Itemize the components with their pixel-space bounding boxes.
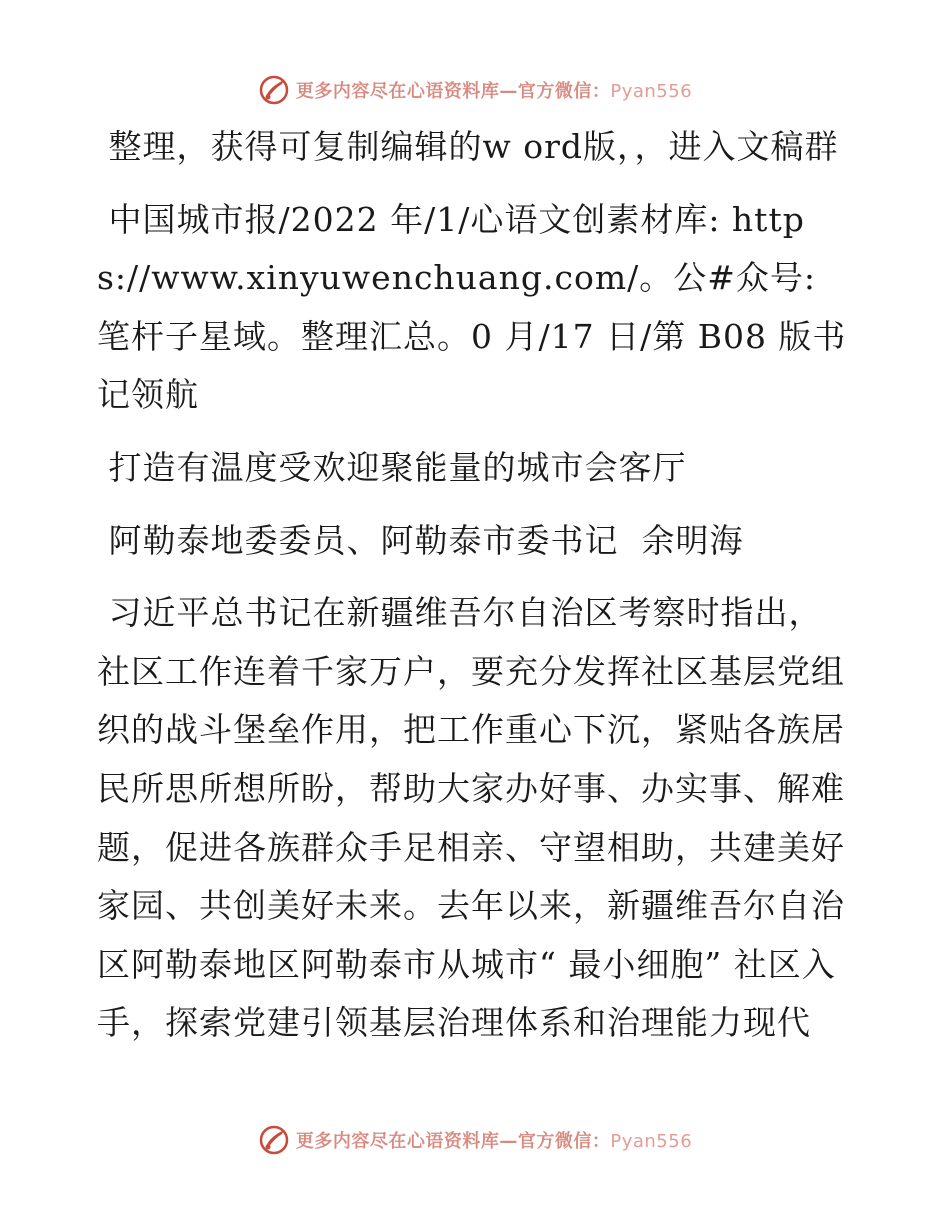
document-body	[97, 118, 852, 1067]
watermark-title: 更多内容尽在心语资料库	[295, 1131, 500, 1152]
article-title: 打造有温度受欢迎聚能量的城市会客厅	[97, 447, 687, 487]
author-line: 阿勒泰地委委员、阿勒泰市委书记 余明海	[97, 520, 744, 560]
watermark-wechat-id: Pyan556	[610, 1131, 693, 1152]
watermark-wechat-label: 官方微信：	[517, 1131, 611, 1152]
watermark-separator: —	[499, 81, 518, 102]
watermark-text	[296, 1127, 692, 1153]
intro-paragraph: 整理，获得可复制编辑的w ord版，，进入文稿群	[97, 127, 839, 166]
watermark-text	[296, 77, 692, 103]
brush-logo-icon	[258, 1124, 290, 1156]
watermark-title: 更多内容尽在心语资料库	[295, 81, 500, 102]
watermark-wechat-label: 官方微信：	[517, 81, 611, 102]
source-paragraph: 中国城市报/2022 年/1/心语文创素材库: https://www.xinyuwenchuang.com/。公#众号: 笔杆子星域。整理汇总。0 月/17 日/第 B08 版书记领航	[97, 199, 847, 415]
brush-logo-icon	[258, 74, 290, 106]
footer-watermark	[0, 1120, 950, 1160]
watermark-separator: —	[499, 1131, 518, 1152]
header-watermark	[0, 70, 950, 110]
body-paragraph: 习近平总书记在新疆维吾尔自治区考察时指出，社区工作连着千家万户，要充分发挥社区基层党组织的战斗堡垒作用，把工作重心下沉，紧贴各族居民所思所想所盼，帮助大家办好事、办实事、解难题，促进各族群众手足相亲、守望相助，共建美好家园、共创美好未来。去年以来，新疆维吾尔自治区阿勒泰地区阿勒泰市从城市“ 最小细胞” 社区入手，探索党建引领基层治理体系和治理能力现代	[97, 593, 845, 1043]
watermark-wechat-id: Pyan556	[610, 81, 693, 102]
